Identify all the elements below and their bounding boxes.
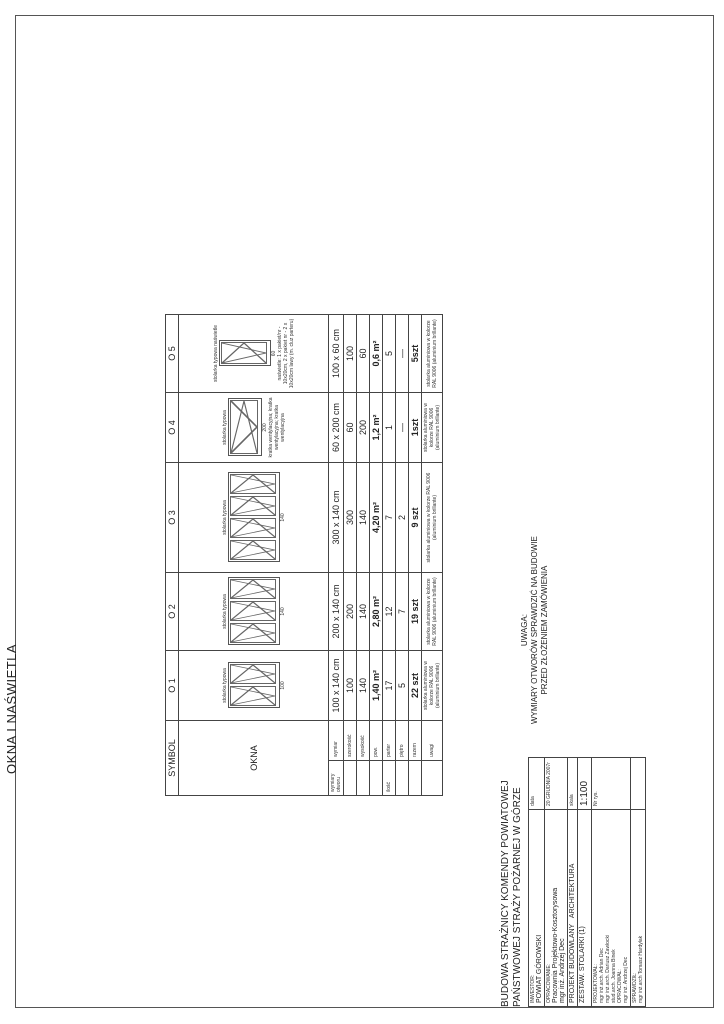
row-group-label bbox=[422, 761, 443, 796]
row-value: 12 bbox=[383, 573, 396, 651]
row-value: 2,80 m² bbox=[370, 573, 383, 651]
window-schedule-table bbox=[165, 314, 443, 796]
window-drawing-cell bbox=[179, 463, 329, 573]
row-value: 1szt bbox=[409, 393, 422, 463]
window-drawing-cell bbox=[179, 393, 329, 463]
row-label: pow. bbox=[370, 721, 383, 761]
inwestor-label: INWESTOR: bbox=[530, 974, 536, 1003]
symbol-cell: O 5 bbox=[166, 315, 179, 393]
row-value: 22 szt bbox=[409, 651, 422, 721]
row-label: razem bbox=[409, 721, 422, 761]
opening-lines bbox=[231, 498, 275, 516]
scale-value: 1:100 bbox=[578, 758, 592, 810]
row-label: szerokość bbox=[344, 721, 357, 761]
row-value: — bbox=[396, 315, 409, 393]
dimension-width: 60 bbox=[270, 350, 277, 357]
title-block bbox=[500, 757, 705, 1007]
row-value: 140 bbox=[357, 651, 370, 721]
window-pane bbox=[230, 401, 258, 455]
dimension-width: 100 bbox=[279, 681, 286, 690]
row-value: 100 bbox=[344, 651, 357, 721]
row-value: 60 x 200 cm bbox=[329, 393, 344, 463]
row-value: 60 bbox=[344, 393, 357, 463]
remark-line: WYMIARY OTWORÓW SPRAWDZIĆ NA BUDOWIE bbox=[530, 536, 539, 724]
window-type: stolarka typowa bbox=[221, 410, 228, 445]
designer-name: stud.arch. Joanna Binek bbox=[611, 949, 617, 1003]
row-group-label bbox=[357, 761, 370, 796]
project-title-line: PAŃSTWOWEJ STRAŻY POŻARNEJ W GÓRZE bbox=[512, 787, 523, 1007]
window-pane bbox=[221, 343, 267, 365]
window-drawing-cell bbox=[179, 573, 329, 651]
row-value: 1 bbox=[383, 393, 396, 463]
symbol-cell: O 2 bbox=[166, 573, 179, 651]
opening-lines bbox=[231, 688, 275, 706]
project-type: PROJEKT BUDOWLANY bbox=[569, 923, 576, 1003]
row-value: 5 bbox=[383, 315, 396, 393]
window-pane bbox=[230, 665, 276, 685]
project-title-line: BUDOWA STRAŻNICY KOMENDY POWIATOWEJ bbox=[500, 780, 511, 1007]
okna-label: OKNA bbox=[179, 721, 329, 796]
row-label: wysokość bbox=[357, 721, 370, 761]
opening-lines bbox=[231, 542, 275, 560]
row-value: stolarka aluminiowa w kolorze RAL 9006 (aluminium brillante) bbox=[422, 463, 443, 573]
row-label: piętro bbox=[396, 721, 409, 761]
window-pane bbox=[230, 602, 276, 622]
opening-lines bbox=[231, 520, 275, 538]
opracowanie-label: OPRACOWANIE: bbox=[546, 963, 552, 1003]
window-drawing-cell bbox=[179, 315, 329, 393]
row-value: 140 bbox=[357, 573, 370, 651]
row-value: stolarka aluminiowa w kolorze RAL 9006 (aluminium brillante) bbox=[422, 315, 443, 393]
row-group-label: wymiary otworu bbox=[329, 761, 344, 796]
window-pane bbox=[230, 541, 276, 561]
row-value: 17 bbox=[383, 651, 396, 721]
row-value: 9 szt bbox=[409, 463, 422, 573]
window-pane bbox=[230, 519, 276, 539]
row-value: stolarka aluminiowa w kolorze RAL 9006 (aluminium brillante) bbox=[422, 573, 443, 651]
window-type: stolarka typowa bbox=[221, 594, 228, 629]
opening-lines bbox=[231, 603, 275, 621]
dimension-width: 140 bbox=[279, 607, 286, 616]
opening-lines bbox=[231, 476, 275, 494]
row-value: 300 x 140 cm bbox=[329, 463, 344, 573]
row-group-label bbox=[344, 761, 357, 796]
designer-name: mgr inż.arch. Dariusz Zawłocki bbox=[605, 934, 611, 1003]
window-type: stolarka typowa bbox=[221, 500, 228, 535]
row-value: 100 x 60 cm bbox=[329, 315, 344, 393]
row-value: 1,2 m² bbox=[370, 393, 383, 463]
row-value: 200 x 140 cm bbox=[329, 573, 344, 651]
row-value: 300 bbox=[344, 463, 357, 573]
window-pane bbox=[230, 624, 276, 644]
window-drawing-cell bbox=[179, 651, 329, 721]
window-elevation bbox=[228, 473, 280, 563]
row-value: 5szt bbox=[409, 315, 422, 393]
window-elevation bbox=[228, 663, 280, 709]
date-label: data bbox=[529, 758, 545, 810]
row-group-label bbox=[409, 761, 422, 796]
symbol-cell: O 1 bbox=[166, 651, 179, 721]
symbol-cell: O 3 bbox=[166, 463, 179, 573]
row-group-label bbox=[370, 761, 383, 796]
row-group-label bbox=[396, 761, 409, 796]
row-value: 0,6 m² bbox=[370, 315, 383, 393]
sheet-heading: OKNA I NAŚWIETLA bbox=[4, 643, 19, 774]
row-value: 100 x 140 cm bbox=[329, 651, 344, 721]
scale-label: skala bbox=[568, 758, 578, 810]
row-value: 1,40 m² bbox=[370, 651, 383, 721]
prepared-name: mgr inż. Andrzej Dec bbox=[623, 956, 629, 1003]
remark-line: PRZED ZŁOŻENIEM ZAMÓWIENIA bbox=[540, 565, 549, 695]
dimension-width: 140 bbox=[279, 513, 286, 522]
row-value: stolarka aluminiowa w kolorze RAL 9006 (aluminium brillante) bbox=[422, 393, 443, 463]
window-type: stolarka typowa bbox=[221, 668, 228, 703]
project-title bbox=[500, 780, 524, 1007]
row-value: 140 bbox=[357, 463, 370, 573]
prepared-label: OPRACOWAŁ: bbox=[617, 969, 623, 1003]
remark-note bbox=[520, 536, 550, 724]
window-type: stolarka typowa naświetle bbox=[212, 325, 219, 382]
symbol-cell: O 4 bbox=[166, 393, 179, 463]
dimension-width: 200 bbox=[261, 423, 268, 432]
inwestor-value: POWIAT GÓROWSKI bbox=[536, 934, 543, 1003]
designer-name: mgr inż.arch. Adrian Dec bbox=[599, 948, 605, 1003]
opening-lines bbox=[231, 625, 275, 643]
opening-lines bbox=[231, 666, 275, 684]
row-value: 100 bbox=[344, 315, 357, 393]
row-value: 19 szt bbox=[409, 573, 422, 651]
window-elevation bbox=[219, 341, 271, 367]
row-value: 7 bbox=[396, 573, 409, 651]
window-pane bbox=[230, 687, 276, 707]
window-pane bbox=[230, 475, 276, 495]
window-pane bbox=[230, 580, 276, 600]
branch: ARCHITEKTURA bbox=[569, 863, 576, 919]
opening-lines bbox=[231, 402, 257, 454]
row-group-label: ilość bbox=[383, 761, 396, 796]
window-note: naświetle: 1 x pakiet/nr - 10x20cm, 2 x pakiet nr - 2 x 10x20cm lawy (m. cluz parteru) bbox=[276, 318, 295, 389]
drawing-name: ZESTAW. STOLARKI (1) bbox=[578, 810, 592, 1007]
row-value: 60 bbox=[357, 315, 370, 393]
opracowanie-value: Pracownia Projektowo-Kosztorysowa bbox=[552, 887, 559, 1003]
window-note: kratka wentylacyjna; kratka wentylacyjna; kratka wentylacyjna bbox=[267, 397, 286, 458]
date-value: 20 GRUDNIA 2007r bbox=[545, 758, 568, 810]
window-pane bbox=[230, 497, 276, 517]
row-value: 4,20 m² bbox=[370, 463, 383, 573]
checker-label: SPRAWDZIŁ: bbox=[632, 972, 638, 1003]
row-value: stolarka aluminiowa w kolorze RAL 9006 (aluminium brillante) bbox=[422, 651, 443, 721]
row-value: 5 bbox=[396, 651, 409, 721]
drawing-number-label: Nr rys. bbox=[592, 758, 631, 810]
row-value: 200 bbox=[344, 573, 357, 651]
row-value: 2 bbox=[396, 463, 409, 573]
opening-lines bbox=[222, 344, 266, 364]
row-value: 7 bbox=[383, 463, 396, 573]
row-label: wymiar bbox=[329, 721, 344, 761]
symbol-header: SYMBOL bbox=[166, 721, 179, 796]
opening-lines bbox=[231, 581, 275, 599]
window-elevation bbox=[228, 578, 280, 646]
window-elevation bbox=[228, 399, 262, 457]
designer-label: PROJEKTOWAŁ: bbox=[593, 964, 599, 1003]
opracowanie-value: mgr inż. Andrzej Dec bbox=[559, 938, 566, 1003]
row-value: 200 bbox=[357, 393, 370, 463]
row-label: parter bbox=[383, 721, 396, 761]
remark-line: UWAGA: bbox=[520, 614, 529, 647]
row-label: uwagi bbox=[422, 721, 443, 761]
title-block-table bbox=[528, 757, 646, 1007]
checker-name: mgr inż.arch Tomasz Hardyłak bbox=[638, 935, 644, 1003]
row-value: — bbox=[396, 393, 409, 463]
